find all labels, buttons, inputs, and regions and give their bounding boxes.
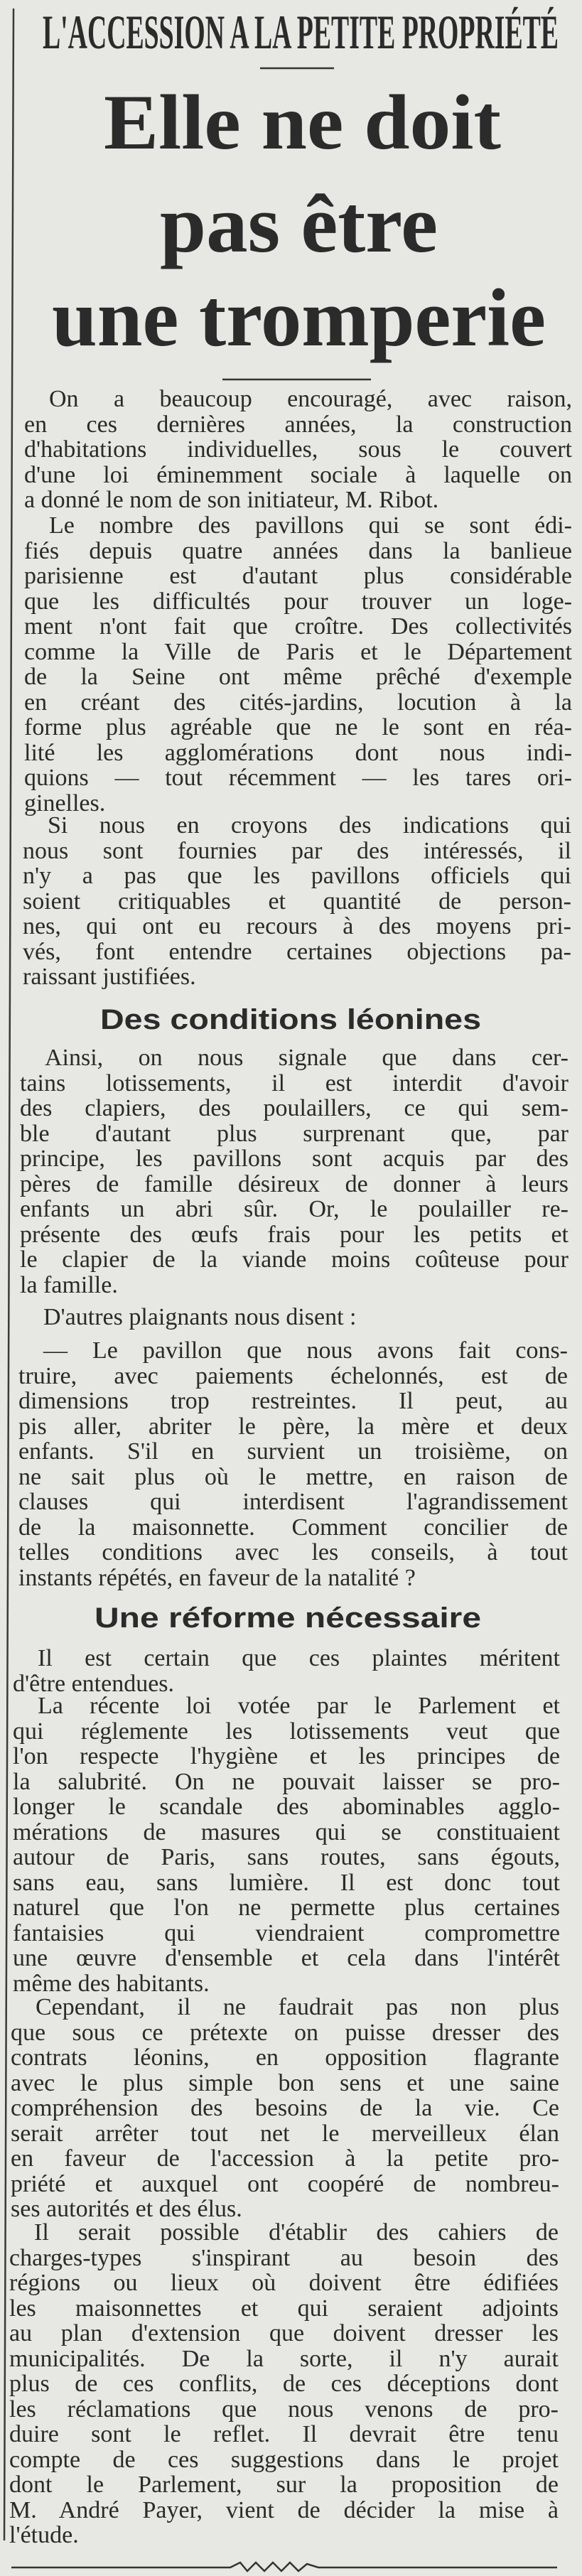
text-line: naturel que l'on ne permette plus certaines [13, 1895, 560, 1921]
text-line: l'étude. [9, 2522, 79, 2548]
subheading-1-wrap [0, 995, 582, 1038]
text-line: qui réglemente les lotissements veut que [13, 1718, 560, 1745]
text-line: M. André Payer, vient de décider la mise à [9, 2496, 559, 2523]
text-line: truire, avec paiements échelonnés, est de [18, 1362, 568, 1389]
text-line: priété et auxquel ont coopéré de nombreu- [11, 2170, 559, 2197]
subheading-conditions-leonines: Des conditions léonines [100, 1004, 481, 1035]
text-line: duire sont le reflet. Il devrait être tenu [9, 2421, 559, 2447]
text-line: même des habitants. [13, 1970, 210, 1997]
text-line: soient critiquables et quantité de person- [23, 888, 571, 915]
text-line: mérations de masures qui se constituaient [13, 1818, 560, 1845]
text-line: la famille. [20, 1271, 118, 1298]
text-line: lité les agglomérations dont nous indi- [24, 739, 572, 766]
text-line: forme plus agréable que ne le sont en réa- [24, 714, 572, 740]
text-line: Il serait possible d'établir des cahiers de [34, 2219, 559, 2246]
text-line: raissant justifiées. [23, 964, 196, 990]
text-line: ne sait plus où le mettre, en raison de [18, 1463, 568, 1490]
text-line: telles conditions avec les conseils, à tout [18, 1539, 568, 1565]
text-line: avec le plus simple bon sens et une saine [11, 2069, 559, 2096]
text-line: le clapier de la viande moins coûteuse pour [20, 1246, 568, 1273]
text-line: On a beaucoup encouragé, avec raison, [49, 386, 572, 412]
text-line: principe, les pavillons sont acquis par des [20, 1146, 568, 1172]
text-line: a donné le nom de son initiateur, M. Ribot. [24, 487, 439, 513]
paragraph-ainsi [20, 1045, 568, 1298]
text-line: D'autres plaignants nous disent : [43, 1304, 357, 1330]
text-line: tains lotissements, il est interdit d'avoir [20, 1069, 568, 1096]
text-line: en créant des cités-jardins, locution à la [24, 689, 572, 716]
paragraph-intro [24, 387, 572, 513]
paragraph-pavillons [24, 513, 572, 816]
paragraph-loi [13, 1693, 560, 1996]
text-line: ment n'ont fait que croître. Des collectivités [24, 613, 572, 640]
text-line: Il est certain que ces plaintes méritent [38, 1645, 560, 1671]
text-line: des clapiers, des poulaillers, ce qui sem- [20, 1095, 568, 1121]
text-line: comme la Ville de Paris et le Département [24, 638, 572, 665]
text-line: sans eau, sans lumière. Il est donc tout [13, 1869, 560, 1896]
text-line: pis aller, abriter le père, la mère et deux [18, 1413, 568, 1440]
paragraph-cependant [11, 1995, 559, 2222]
text-line: dimensions trop restreintes. Il peut, au [18, 1388, 568, 1414]
text-line: ses autorités et des élus. [11, 2196, 242, 2222]
text-line: d'être entendues. [13, 1670, 175, 1697]
text-line: contrats léonins, en opposition flagrante [11, 2044, 559, 2071]
text-line: de la Seine ont même prêché d'exemple [24, 664, 572, 690]
text-line: de la maisonnette. Comment concilier de [18, 1514, 568, 1541]
text-line: la salubrité. On ne pouvait laisser se pro- [13, 1768, 560, 1795]
text-line: nes, qui ont eu recours à des moyens pri- [23, 913, 571, 939]
paragraph-indications [23, 813, 571, 990]
text-line: ble d'autant plus surprenant que, par [20, 1120, 568, 1147]
text-line: autour de Paris, sans routes, sans égouts, [13, 1844, 560, 1870]
text-line: Ainsi, on nous signale que dans cer- [45, 1045, 568, 1071]
paragraph-quote [18, 1338, 568, 1590]
text-line: Si nous en croyons des indications qui [48, 812, 571, 839]
headline-line-2: pas être [160, 179, 438, 269]
subheading-reforme-necessaire: Une réforme nécessaire [95, 1602, 481, 1634]
text-line: d'une loi éminemment sociale à laquelle on [24, 461, 572, 488]
text-line: fantaisies qui viendraient compromettre [13, 1919, 560, 1946]
text-line: enfants un abri sûr. Or, le poulailler re- [20, 1196, 568, 1222]
text-line: enfants. S'il en survient un troisième, on [18, 1438, 568, 1465]
text-line: au plan d'extension que doivent dresser les [9, 2320, 559, 2346]
text-line: présente des œufs frais pour les petits et [20, 1221, 568, 1248]
text-line: nous sont fournies par des intéressés, il [23, 837, 571, 864]
text-line: municipalités. De la sorte, il n'y aurait [9, 2345, 559, 2372]
headline-line-3: une tromperie [52, 273, 546, 363]
text-line: en faveur de l'accession à la petite pro- [11, 2145, 559, 2172]
text-line: longer le scandale des abominables agglo- [13, 1794, 560, 1820]
text-line: — Le pavillon que nous avons fait cons- [43, 1337, 568, 1364]
text-line: quions — tout récemment — les tares ori- [24, 765, 572, 791]
paragraph-plaignants [18, 1305, 568, 1330]
text-line: fiés depuis quatre années dans la banlieue [24, 537, 572, 564]
text-line: l'on respecte l'hygiène et les principes de [13, 1743, 560, 1769]
text-line: n'y a pas que les pavillons officiels qui [23, 863, 571, 889]
text-line: les maisonnettes et qui seraient adjoints [9, 2295, 559, 2322]
text-line: compréhension des besoins de la vie. Ce [11, 2095, 559, 2121]
text-line: clauses qui interdisent l'agrandissement [18, 1489, 568, 1515]
paragraph-certain [13, 1646, 560, 1696]
text-line: Cependant, il ne faudrait pas non plus [36, 1994, 559, 2020]
text-line: les réclamations que nous venons de pro- [9, 2396, 559, 2423]
text-line: une œuvre d'ensemble et cela dans l'intérêt [13, 1945, 560, 1971]
text-line: charges-types s'inspirant au besoin des [9, 2244, 559, 2271]
paragraph-cahiers [9, 2220, 559, 2548]
text-line: plus de ces conflits, de ces déceptions dont [9, 2371, 559, 2397]
subheading-2-wrap [0, 1595, 582, 1638]
text-line: en ces dernières années, la construction [24, 411, 572, 438]
text-line: que les difficultés pour trouver un loge- [24, 588, 572, 615]
text-line: vés, font entendre certaines objections pa- [23, 938, 571, 965]
text-line: d'habitations individuelles, sous le couvert [24, 436, 572, 463]
headline-line-1: Elle ne doit [104, 79, 502, 166]
text-line: pères de famille désireux de donner à leurs [20, 1170, 568, 1197]
text-line: La récente loi votée par le Parlement et [38, 1693, 560, 1719]
text-line: ginelles. [24, 789, 106, 817]
headline-block [0, 0, 582, 398]
text-line: régions ou lieux où doivent être édifiées [9, 2270, 559, 2296]
text-line: Le nombre des pavillons qui se sont édi- [49, 512, 572, 539]
text-line: serait arrêter tout net le merveilleux élan [11, 2120, 559, 2147]
closing-rule [0, 2557, 582, 2576]
text-line: que sous ce prétexte on puisse dresser des [11, 2019, 559, 2046]
text-line: dont le Parlement, sur la proposition de [9, 2472, 559, 2498]
text-line: instants répétés, en faveur de la natalité ? [18, 1564, 416, 1591]
kicker: L'ACCESSION A LA PETITE PROPRIÉTÉ [43, 5, 559, 59]
text-line: parisienne est d'autant plus considérable [24, 563, 572, 589]
text-line: compte de ces suggestions dans le projet [9, 2446, 559, 2473]
